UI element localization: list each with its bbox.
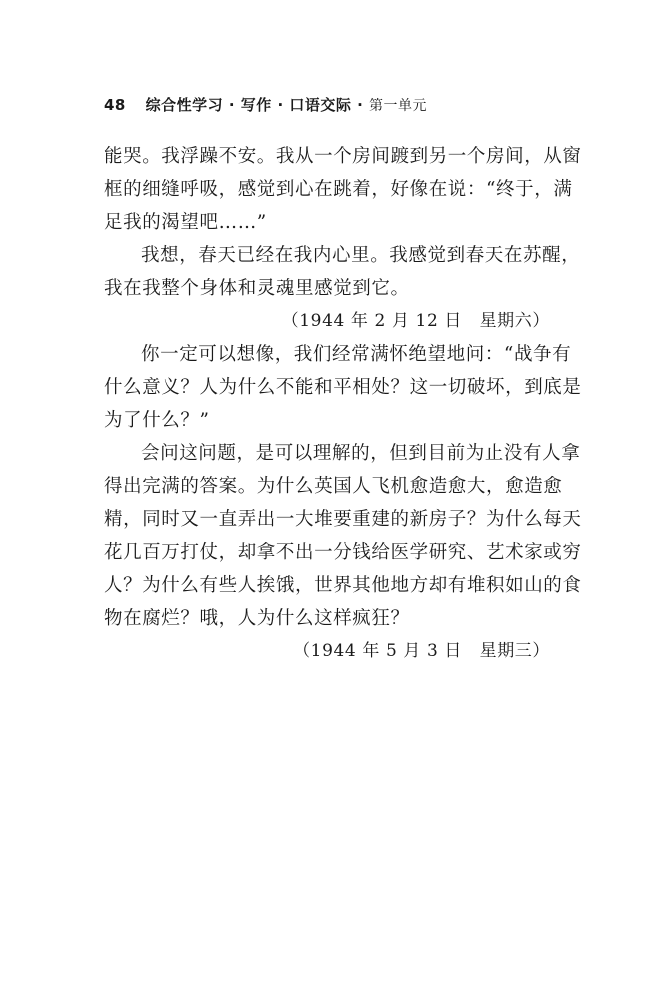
text-line: 什么意义？人为什么不能和平相处？这一切破坏，到底是	[104, 377, 582, 398]
text-line: 精，同时又一直弄出一大堆要重建的新房子？为什么每天	[104, 509, 582, 530]
diary-date: （1944 年 2 月 12 日 星期六）	[281, 311, 550, 331]
text-line: 会问这问题，是可以理解的，但到目前为止没有人拿	[141, 443, 581, 464]
text-line: 为了什么？”	[104, 410, 210, 431]
diary-date: （1944 年 5 月 3 日 星期三）	[293, 641, 550, 661]
text-line: 足我的渴望吧……”	[104, 212, 267, 233]
paragraph	[104, 239, 581, 305]
diary-text	[104, 140, 582, 668]
text-line: 人？为什么有些人挨饿，世界其他地方却有堆积如山的食	[104, 575, 582, 596]
header-unit-title: 第一单元	[369, 98, 428, 114]
text-line: 能哭。我浮躁不安。我从一个房间踱到另一个房间，从窗	[104, 146, 582, 167]
text-line: 我想，春天已经在我内心里。我感觉到春天在苏醒，	[141, 245, 581, 266]
paragraph	[104, 338, 582, 437]
text-line: 得出完满的答案。为什么英国人飞机愈造愈大，愈造愈	[104, 476, 563, 497]
text-line: 花几百万打仗，却拿不出一分钱给医学研究、艺术家或穷	[104, 542, 582, 563]
text-line: 框的细缝呼吸，感觉到心在跳着，好像在说：“终于，满	[104, 179, 573, 200]
running-header	[104, 94, 427, 115]
header-section-title: 综合性学习 · 写作 · 口语交际 ·	[145, 96, 370, 114]
page-number: 48	[104, 96, 126, 114]
text-line: 我在我整个身体和灵魂里感觉到它。	[104, 278, 410, 299]
paragraph	[104, 140, 582, 239]
paragraph	[104, 437, 582, 635]
text-line: 物在腐烂？哦，人为什么这样疯狂？	[104, 608, 410, 629]
text-line: 你一定可以想像，我们经常满怀绝望地问：“战争有	[141, 344, 572, 365]
